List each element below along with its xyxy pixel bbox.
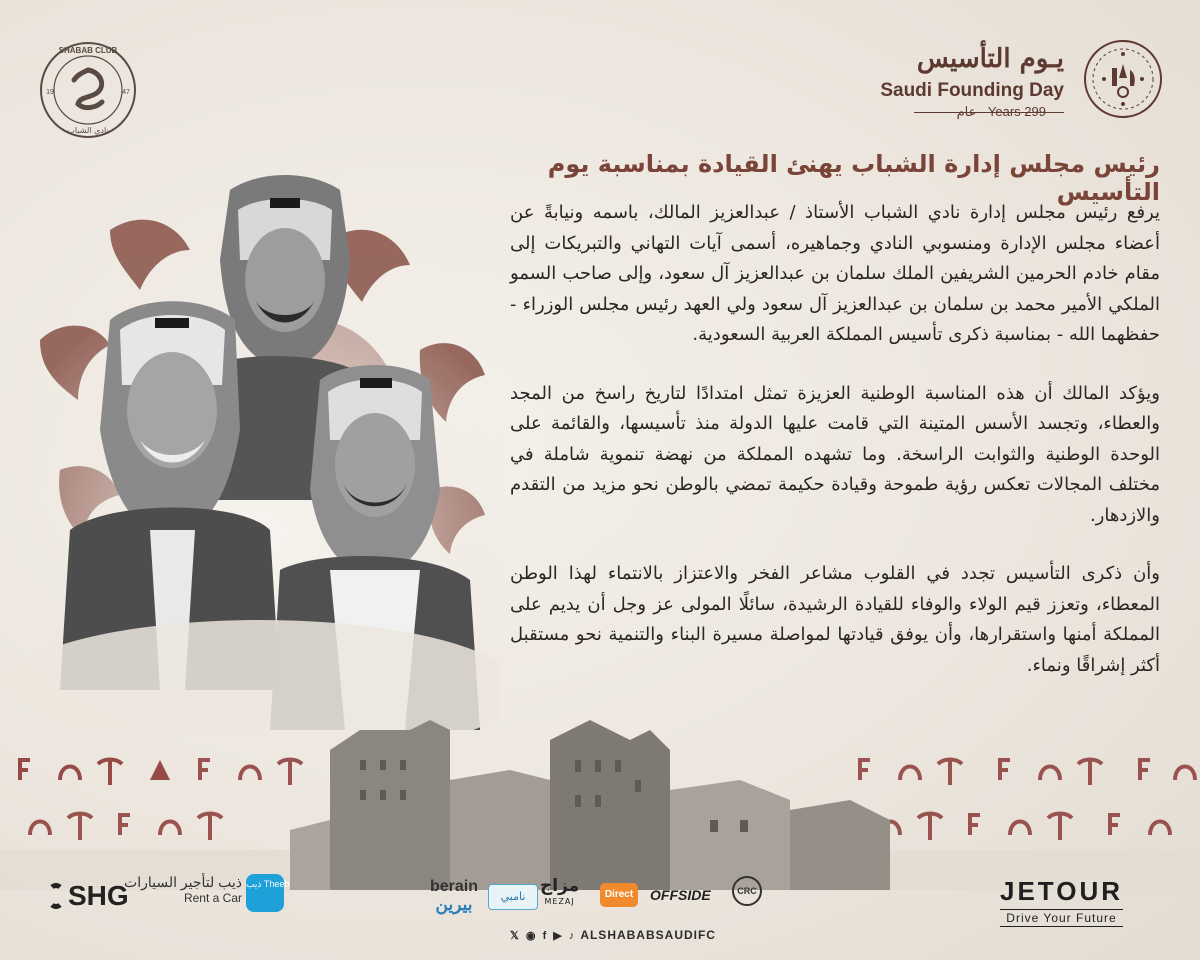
sponsor-berain-logo[interactable] xyxy=(430,878,478,914)
theeb-badge: ذيب Theeb xyxy=(246,874,284,912)
sponsor-offside-logo[interactable]: OFFSIDE xyxy=(650,887,711,903)
jetour-name: JETOUR xyxy=(1000,876,1123,906)
article-body xyxy=(510,198,1160,709)
club-name-en: SHABAB CLUB xyxy=(58,46,118,55)
leaders-artwork xyxy=(0,170,500,730)
crc-label: CRC xyxy=(732,876,762,906)
social-handle[interactable] xyxy=(510,928,716,942)
founding-day-logo xyxy=(864,38,1164,128)
paragraph-2: ويؤكد المالك أن هذه المناسبة الوطنية العزيزة تمثل امتدادًا لتاريخ راسخ من المجد والعطاء، وتجسد الأسس المتينة التي قامت عليها الدولة منذ تأسيسها، والقائمة على الوحدة الوطنية والثوابت الراسخة. وما تشهده المملكة من نهضة تنموية شاملة في مختلف المجالات تعكس رؤية طموحة وقيادة حكيمة تمضي بالوطن نحو مزيد من التقدم والازدهار. xyxy=(510,382,1160,526)
social-icons: 𝕏 ◉ f ▶ ♪ xyxy=(510,930,577,942)
social-handle-text: ALSHABABSAUDIFC xyxy=(580,928,716,942)
founding-day-years: 299 Years - عام xyxy=(956,104,1046,119)
sponsor-crc-logo[interactable] xyxy=(732,876,762,908)
club-year-right: 47 xyxy=(122,89,130,96)
sponsor-namibi-logo[interactable]: نامبي xyxy=(488,884,538,910)
club-name-ar: نادي الشباب xyxy=(67,126,109,135)
shabab-club-logo xyxy=(38,40,138,140)
sponsor-jetour-logo[interactable] xyxy=(1000,876,1123,927)
sponsor-direct-logo[interactable]: Direct xyxy=(600,883,638,907)
theeb-label-ar: ذيب لتأجير السيارات xyxy=(124,874,242,890)
mezaj-label-ar: مزاج xyxy=(540,876,580,896)
berain-label-en: berain xyxy=(430,878,479,895)
shg-mark-icon xyxy=(48,883,64,909)
headline: رئيس مجلس إدارة الشباب يهنئ القيادة بمناسبة يوم التأسيس xyxy=(547,150,1160,206)
sponsor-theeb-logo[interactable] xyxy=(124,874,290,905)
founding-day-title-en: Saudi Founding Day xyxy=(880,80,1064,101)
paragraph-1: يرفع رئيس مجلس إدارة نادي الشباب الأستاذ / عبدالعزيز المالك، باسمه ونيابةً عن أعضاء مجلس الإدارة ومنسوبي النادي وجماهيره، أسمى آيات التهاني والتبريكات إلى مقام خادم الحرمين الشريفين الملك سلمان بن عبدالعزيز آل سعود، وإلى صاحب السمو الملكي الأمير محمد بن سلمان بن عبدالعزيز آل سعود ولي العهد رئيس مجلس الوزراء - حفظهما الله - بمناسبة ذكرى تأسيس المملكة العربية السعودية. xyxy=(510,202,1160,345)
founding-day-emblem-icon xyxy=(1082,38,1164,120)
mezaj-label-en: MEZAJ xyxy=(544,897,575,906)
theeb-label-en: Rent a Car xyxy=(183,891,242,905)
founding-day-title-ar: يـوم التأسيس xyxy=(916,44,1064,74)
jetour-slogan: Drive Your Future xyxy=(1000,909,1123,927)
palm-motif-icon xyxy=(20,758,170,785)
club-year-left: 19 xyxy=(46,89,54,96)
berain-label-ar: بيرين xyxy=(435,895,473,914)
paragraph-3: وأن ذكرى التأسيس تجدد في القلوب مشاعر الفخر والاعتزاز بالانتماء لهذا الوطن المعطاء، وتعزز قيم الولاء والوفاء للقيادة الرشيدة، سائلًا المولى عز وجل أن يديم على المملكة أمنها واستقرارها، وأن يوفق قيادتها لمواصلة مسيرة البناء والتنمية نحو مستقبل أكثر إشراقًا ونماء. xyxy=(510,563,1160,676)
sponsor-shg-logo[interactable]: SHG xyxy=(48,880,129,912)
sponsor-mezaj-logo[interactable] xyxy=(540,878,579,910)
